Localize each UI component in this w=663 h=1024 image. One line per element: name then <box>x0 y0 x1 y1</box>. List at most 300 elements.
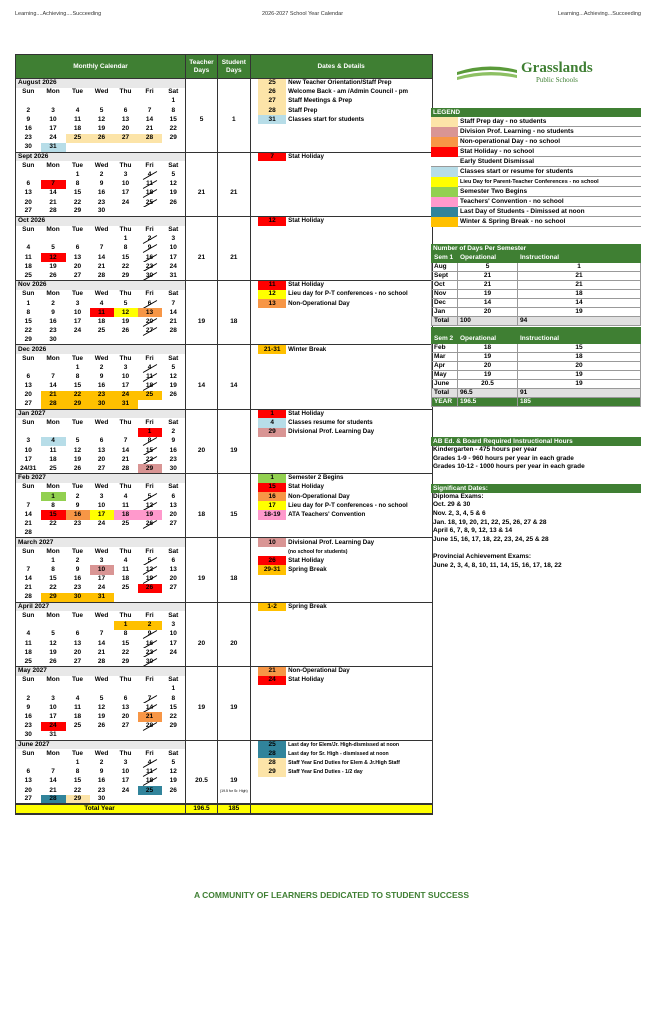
event-text <box>286 262 432 271</box>
event-code <box>258 400 286 409</box>
teacher-days <box>186 363 218 372</box>
weekday-header: Mon <box>46 226 60 234</box>
event-text <box>286 648 432 657</box>
day-cell: 14 <box>49 777 57 785</box>
significant-line: Nov. 2, 3, 4, 5 & 6 <box>433 509 486 517</box>
day-cell <box>66 143 90 152</box>
day-cell <box>138 207 162 216</box>
event-spacer <box>250 180 258 189</box>
student-days <box>218 327 251 336</box>
day-cell <box>16 428 41 437</box>
teacher-days <box>186 88 218 97</box>
day-cell: 23 <box>49 327 57 335</box>
day-cell: 14 <box>138 703 162 712</box>
day-cell: 20 <box>16 198 41 207</box>
event-code <box>258 437 286 446</box>
event-text: Staff Meetings & Prep <box>286 97 432 106</box>
event-text <box>286 373 432 382</box>
day-cell: 31 <box>49 731 57 739</box>
event-text <box>286 611 432 620</box>
student-days <box>218 749 251 758</box>
student-days <box>218 409 251 418</box>
day-cell: 24 <box>169 262 177 270</box>
month-row <box>16 299 433 308</box>
day-cell: 25 <box>138 786 162 795</box>
day-cell: 21 <box>121 455 130 463</box>
event-spacer <box>250 354 258 363</box>
day-cell <box>162 336 186 345</box>
day-cell: 15 <box>49 575 57 583</box>
month-row <box>16 786 433 795</box>
day-cell: 21 <box>41 391 66 400</box>
event-spacer <box>250 262 258 271</box>
total-teacher: 196.5 <box>186 804 218 814</box>
event-code: 12 <box>258 290 286 299</box>
day-cell: 4 <box>138 170 162 179</box>
day-cell: 9 <box>99 768 104 776</box>
weekday-header: Sun <box>16 88 41 97</box>
month-row <box>16 327 433 336</box>
event-spacer <box>250 593 258 602</box>
event-code <box>258 244 286 253</box>
day-cell <box>16 758 41 767</box>
event-spacer <box>250 657 258 666</box>
weekday-header: Wed <box>94 483 109 491</box>
teacher-days <box>186 152 218 161</box>
grasslands-logo <box>431 54 641 108</box>
day-cell: 22 <box>66 391 90 400</box>
event-text: Last day for Sr. High - dismissed at noon <box>286 749 432 758</box>
teacher-days: 5 <box>186 115 218 124</box>
legend-item <box>431 147 641 157</box>
student-days <box>218 226 251 235</box>
student-days <box>218 124 251 133</box>
event-code: 28 <box>258 749 286 758</box>
hours-list <box>431 446 641 472</box>
event-text <box>286 235 432 244</box>
day-cell: 18 <box>114 510 138 519</box>
day-cell: 30 <box>16 143 41 152</box>
day-cell: 17 <box>90 510 114 519</box>
event-text <box>286 124 432 133</box>
header-right: Learning...Achieving...Succeeding <box>557 11 641 17</box>
event-spacer <box>250 464 258 473</box>
day-cell: 4 <box>16 244 41 253</box>
day-cell: 16 <box>97 777 106 785</box>
weekday-header: Sat <box>168 419 179 427</box>
day-cell: 11 <box>74 703 81 711</box>
event-spacer <box>250 244 258 253</box>
teacher-days <box>186 786 218 795</box>
semester-cell: 19 <box>458 290 518 299</box>
day-cell: 1 <box>114 621 138 630</box>
student-days <box>218 538 251 547</box>
event-spacer <box>250 299 258 308</box>
semester-cell: YEAR <box>432 398 458 407</box>
legend-swatch <box>431 177 458 187</box>
day-cell: 22 <box>16 327 41 336</box>
event-spacer <box>250 134 258 143</box>
calendar-table <box>15 54 433 815</box>
student-days: 19 <box>218 777 251 786</box>
event-code <box>258 207 286 216</box>
legend-swatch <box>431 117 458 127</box>
weekday-header: Mon <box>46 88 60 96</box>
student-days <box>218 712 251 721</box>
student-days <box>218 345 251 354</box>
day-cell: 11 <box>16 253 41 262</box>
student-days: 1 <box>218 115 251 124</box>
day-cell: 6 <box>16 373 41 382</box>
month-row <box>16 409 433 418</box>
semester-row <box>432 371 641 380</box>
day-cell: 5 <box>171 363 176 371</box>
month-row <box>16 464 433 473</box>
day-cell <box>162 529 186 538</box>
event-code <box>258 694 286 703</box>
month-row <box>16 795 433 804</box>
teacher-days <box>186 400 218 409</box>
legend-swatch <box>431 127 458 137</box>
day-cell: 20 <box>97 455 106 463</box>
day-cell: 4 <box>123 556 128 564</box>
legend-label: Non-operational Day - no school <box>458 137 641 147</box>
event-text <box>286 657 432 666</box>
weekday-header: Sun <box>16 418 41 427</box>
day-cell: 7 <box>147 106 152 114</box>
event-text <box>286 639 432 648</box>
day-cell: 12 <box>97 115 106 123</box>
day-cell: 25 <box>16 657 41 666</box>
event-spacer <box>250 207 258 216</box>
day-cell: 25 <box>138 391 162 400</box>
weekday-header: Sun <box>16 547 41 556</box>
event-spacer <box>250 777 258 786</box>
event-text: Winter Break <box>286 345 432 354</box>
month-row <box>16 428 433 437</box>
semester-row <box>432 362 641 371</box>
semester-cell: 21 <box>458 281 518 290</box>
teacher-days <box>186 621 218 630</box>
semester-cell: Total <box>432 389 458 398</box>
day-cell: 9 <box>99 373 104 381</box>
day-cell: 8 <box>171 106 176 114</box>
day-cell: 25 <box>97 327 106 335</box>
student-days <box>218 271 251 280</box>
event-spacer <box>250 124 258 133</box>
month-row <box>16 501 433 510</box>
event-code: 16 <box>258 492 286 501</box>
day-cell: 1 <box>75 170 80 178</box>
day-cell: 28 <box>41 795 66 804</box>
event-text <box>286 308 432 317</box>
event-text <box>286 593 432 602</box>
day-cell: 22 <box>169 713 177 721</box>
day-cell: 1 <box>123 235 128 243</box>
month-row <box>16 749 433 758</box>
legend-title: LEGEND <box>431 108 641 117</box>
day-cell: 30 <box>169 464 177 472</box>
day-cell: 18 <box>138 382 162 391</box>
day-cell <box>16 685 41 694</box>
month-label: Sept 2026 <box>16 152 186 161</box>
teacher-days: 14 <box>186 382 218 391</box>
day-cell: 24 <box>114 391 138 400</box>
day-cell: 6 <box>138 299 162 308</box>
event-code <box>258 189 286 198</box>
header-dates-details: Dates & Details <box>250 55 432 79</box>
day-cell: 3 <box>99 556 104 564</box>
day-cell: 6 <box>171 492 176 500</box>
student-days <box>218 611 251 620</box>
event-code: 13 <box>258 299 286 308</box>
day-cell: 9 <box>99 180 104 188</box>
event-text <box>286 446 432 455</box>
semester-cell: 21 <box>518 281 641 290</box>
event-code <box>258 354 286 363</box>
teacher-days <box>186 418 218 427</box>
event-spacer <box>250 483 258 492</box>
day-cell: 15 <box>169 115 177 123</box>
day-cell <box>114 336 138 345</box>
teacher-days <box>186 161 218 170</box>
weekday-header: Sat <box>168 354 179 362</box>
legend-item <box>431 157 641 167</box>
day-cell: 9 <box>51 308 55 316</box>
day-cell <box>114 428 138 437</box>
semester-cell: Total <box>432 317 458 326</box>
day-cell: 19 <box>169 189 177 197</box>
semester-cell: 20 <box>458 308 518 317</box>
teacher-days <box>186 740 218 749</box>
month-row <box>16 143 433 152</box>
day-cell: 3 <box>51 106 55 114</box>
month-row <box>16 354 433 363</box>
student-days: 19 <box>218 446 251 455</box>
semester-row <box>432 380 641 389</box>
day-cell: 2 <box>99 363 104 371</box>
student-days <box>218 363 251 372</box>
weekday-header: Mon <box>46 354 60 362</box>
day-cell: 6 <box>16 768 41 777</box>
event-code <box>258 731 286 740</box>
day-cell: 13 <box>169 501 177 509</box>
month-row <box>16 198 433 207</box>
teacher-days <box>186 271 218 280</box>
day-cell: 9 <box>171 437 176 445</box>
event-text <box>286 253 432 262</box>
weekday-header: Wed <box>94 611 109 619</box>
legend-label: Early Student Dismissal <box>458 157 641 167</box>
header-teacher-days: Teacher Days <box>186 55 218 79</box>
month-row <box>16 492 433 501</box>
student-days <box>218 170 251 179</box>
day-cell: 4 <box>138 363 162 372</box>
event-text <box>286 317 432 326</box>
teacher-days <box>186 106 218 115</box>
semester-cell: 96.5 <box>458 389 518 398</box>
day-cell: 30 <box>97 207 106 215</box>
event-text: Stat Holiday <box>286 152 432 161</box>
month-row <box>16 437 433 446</box>
teacher-days <box>186 685 218 694</box>
day-cell <box>114 97 138 106</box>
teacher-days <box>186 529 218 538</box>
semester-cell: 21 <box>518 272 641 281</box>
event-text <box>286 244 432 253</box>
day-cell: 14 <box>97 639 106 647</box>
header-student-days: Student Days <box>218 55 251 79</box>
day-cell <box>41 758 66 767</box>
semester-row <box>432 317 641 326</box>
weekday-header: Fri <box>145 483 154 491</box>
student-days <box>218 143 251 152</box>
event-code <box>258 271 286 280</box>
teacher-days <box>186 124 218 133</box>
month-label: Feb 2027 <box>16 474 186 483</box>
day-cell: 15 <box>138 446 162 455</box>
day-cell: 19 <box>121 317 130 325</box>
event-code <box>258 391 286 400</box>
month-row <box>16 538 433 547</box>
day-cell: 11 <box>122 501 129 509</box>
event-spacer <box>250 97 258 106</box>
day-cell: 7 <box>51 768 55 776</box>
student-days <box>218 492 251 501</box>
event-spacer <box>250 501 258 510</box>
student-days <box>218 290 251 299</box>
day-cell <box>41 363 66 372</box>
semester-row <box>432 290 641 299</box>
day-cell: 2 <box>75 492 80 500</box>
day-cell <box>41 170 66 179</box>
teacher-days <box>186 602 218 611</box>
event-code <box>258 226 286 235</box>
month-row <box>16 639 433 648</box>
day-cell: 7 <box>99 244 104 252</box>
day-cell: 6 <box>16 180 41 189</box>
event-text <box>286 703 432 712</box>
day-cell: 30 <box>49 336 57 344</box>
student-days: 21 <box>218 189 251 198</box>
day-cell <box>162 207 186 216</box>
event-spacer <box>250 336 258 345</box>
day-cell <box>114 593 138 602</box>
day-cell: 18 <box>73 713 82 721</box>
event-code <box>258 235 286 244</box>
day-cell: 22 <box>73 198 82 206</box>
month-row <box>16 152 433 161</box>
teacher-days <box>186 207 218 216</box>
event-spacer <box>250 676 258 685</box>
day-cell: 3 <box>123 758 128 766</box>
day-cell: 26 <box>97 722 106 730</box>
legend-item <box>431 127 641 137</box>
day-cell <box>16 170 41 179</box>
day-cell: 15 <box>121 639 130 647</box>
day-cell <box>138 593 162 602</box>
grasslands-logo-icon <box>457 62 517 84</box>
day-cell: 19 <box>169 777 177 785</box>
event-spacer <box>250 115 258 124</box>
day-cell: 17 <box>73 317 82 325</box>
day-cell: 17 <box>121 189 130 197</box>
event-text: Spring Break <box>286 565 432 574</box>
event-spacer <box>250 694 258 703</box>
weekday-header: Fri <box>145 88 154 96</box>
student-days <box>218 602 251 611</box>
day-cell <box>114 143 138 152</box>
day-cell: 22 <box>73 786 82 794</box>
teacher-days <box>186 501 218 510</box>
weekday-header: Thu <box>119 611 132 619</box>
day-cell: 4 <box>99 299 104 307</box>
day-cell: 12 <box>169 768 177 776</box>
day-cell: 28 <box>138 134 162 143</box>
hours-line: Grades 1-9 - 960 hours per year in each grade <box>433 454 574 462</box>
event-text: New Teacher Orientation/Staff Prep <box>286 79 432 88</box>
month-row <box>16 685 433 694</box>
event-text <box>286 712 432 721</box>
total-row <box>16 804 433 814</box>
event-text <box>286 143 432 152</box>
day-cell: 5 <box>123 299 128 307</box>
total-label: Total Year <box>16 804 186 814</box>
month-row <box>16 290 433 299</box>
day-cell: 7 <box>16 501 41 510</box>
semester-cell: 20 <box>518 362 641 371</box>
day-cell: 25 <box>121 584 130 592</box>
day-cell: 22 <box>49 520 57 528</box>
day-cell: 26 <box>73 464 82 472</box>
event-spacer <box>250 391 258 400</box>
event-spacer <box>250 409 258 418</box>
day-cell <box>16 97 41 106</box>
event-text <box>286 630 432 639</box>
day-cell: 26 <box>49 657 57 665</box>
day-cell <box>41 529 66 538</box>
legend-label: Winter & Spring Break - no school <box>458 217 641 227</box>
student-days: 20 <box>218 639 251 648</box>
month-row <box>16 106 433 115</box>
day-cell: 11 <box>122 566 129 574</box>
day-cell: 6 <box>99 437 104 445</box>
month-row <box>16 189 433 198</box>
month-row <box>16 584 433 593</box>
weekday-header: Sun <box>16 354 41 363</box>
day-cell: 28 <box>16 529 41 538</box>
day-cell: 23 <box>16 134 41 143</box>
student-days <box>218 520 251 529</box>
month-row <box>16 244 433 253</box>
event-spacer <box>250 639 258 648</box>
teacher-days <box>186 722 218 731</box>
legend-swatch <box>431 147 458 157</box>
weekday-header: Sun <box>16 161 41 170</box>
event-text <box>286 336 432 345</box>
weekday-header: Wed <box>94 290 109 298</box>
day-cell: 27 <box>73 271 82 279</box>
legend-swatch <box>431 197 458 207</box>
day-cell: 1 <box>51 556 55 564</box>
day-cell: 20 <box>121 713 130 721</box>
day-cell: 5 <box>171 758 176 766</box>
day-cell: 1 <box>75 758 80 766</box>
legend-item <box>431 197 641 207</box>
event-spacer <box>250 565 258 574</box>
legend-item <box>431 217 641 227</box>
day-cell: 2 <box>99 758 104 766</box>
